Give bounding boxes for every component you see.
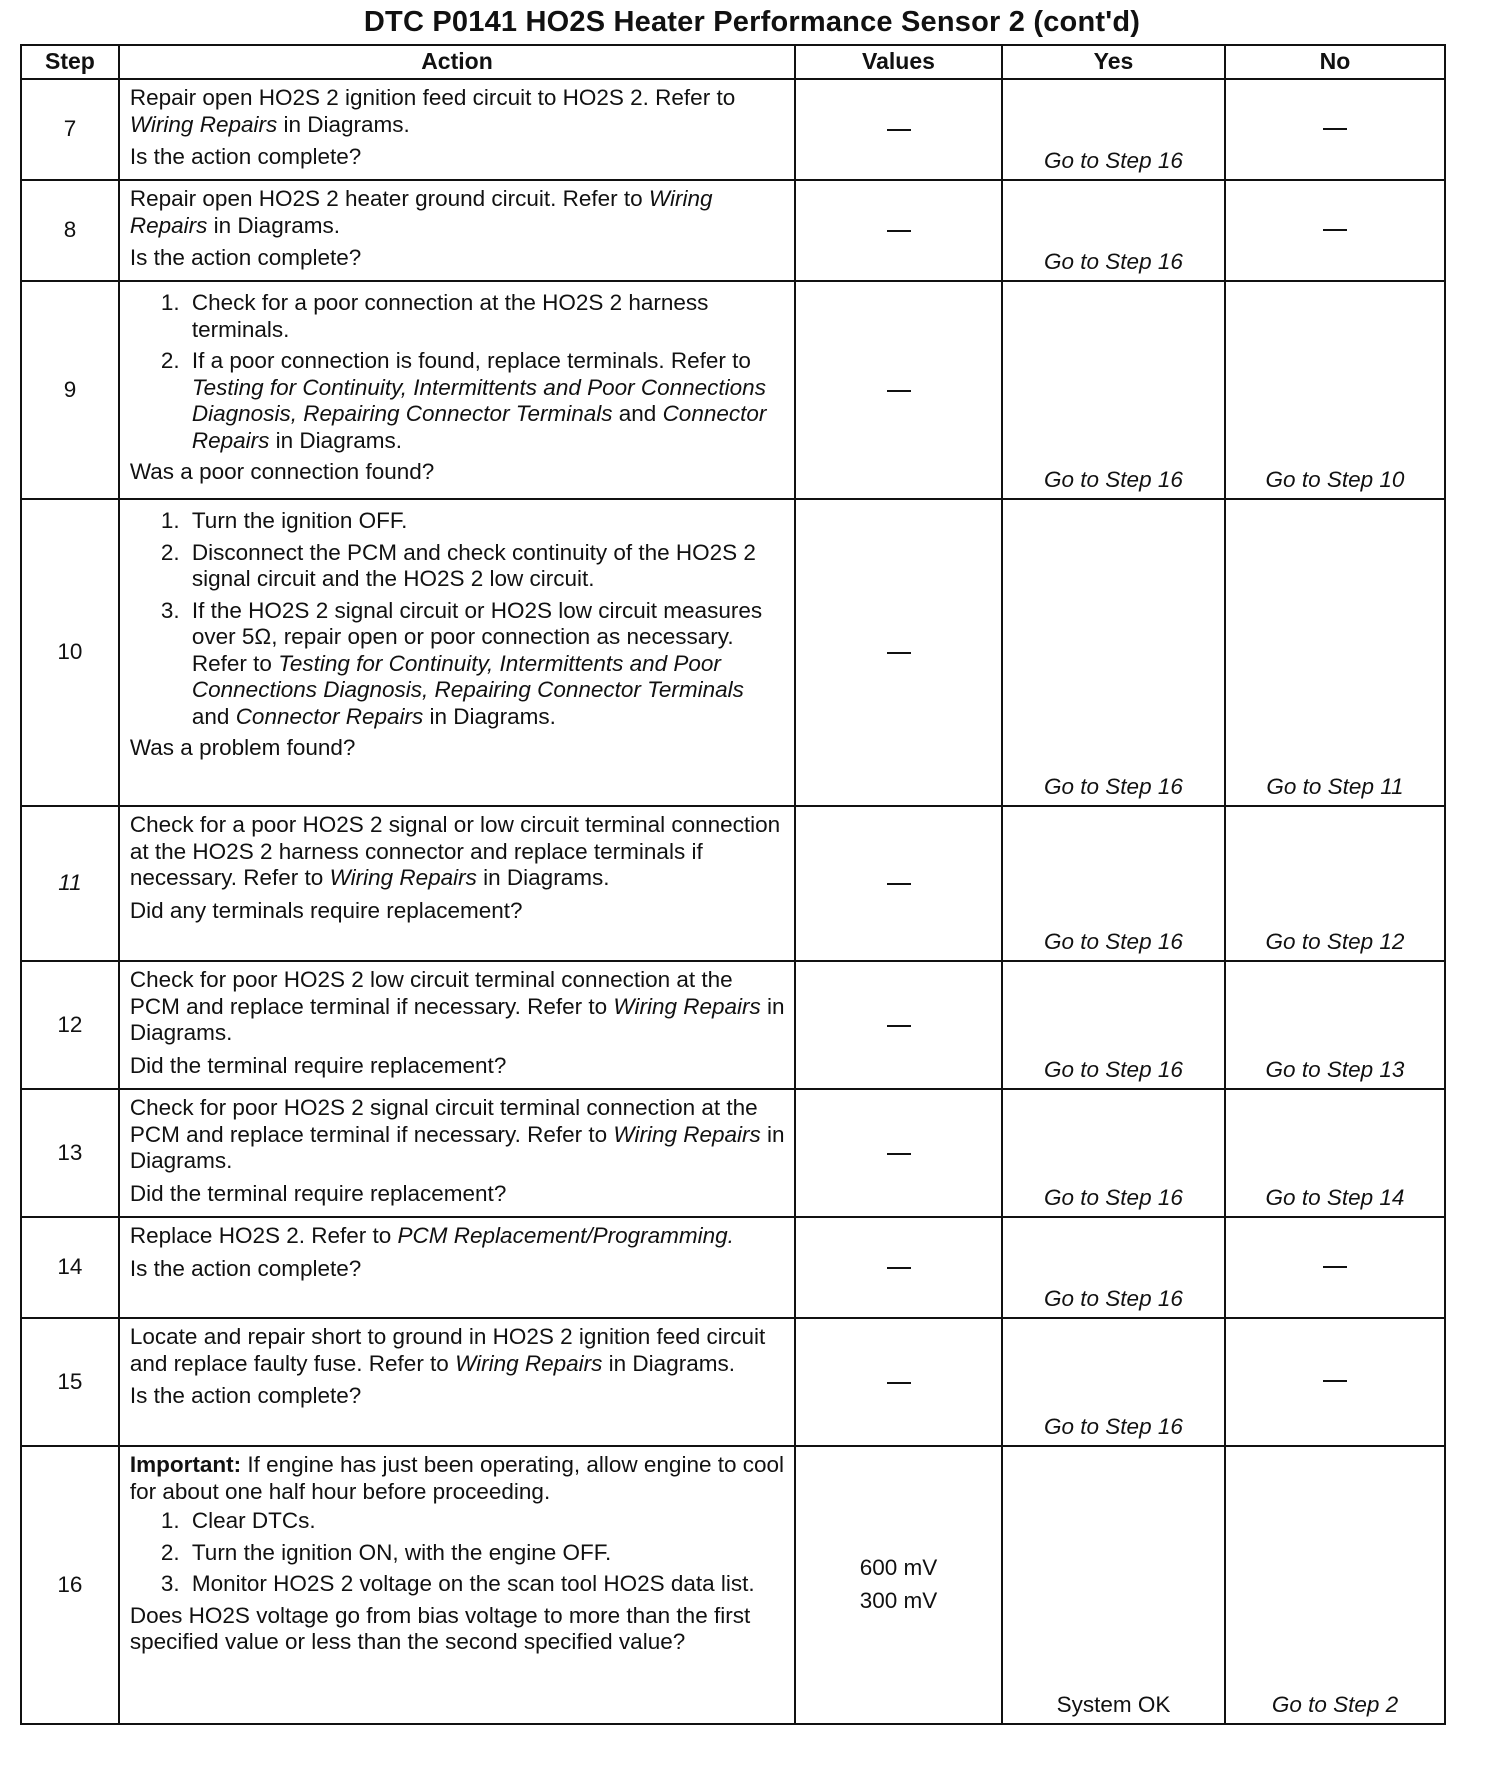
important-note: Important: If engine has just been operating, allow engine to cool for about one half hour before proceeding. bbox=[129, 1452, 785, 1504]
reference-link: Wiring Repairs bbox=[455, 1350, 603, 1376]
list-item: 3. Monitor HO2S 2 voltage on the scan tool HO2S data list. bbox=[186, 1571, 786, 1598]
action-question: Was a poor connection found? bbox=[129, 459, 435, 485]
list-item: 3. If the HO2S 2 signal circuit or HO2S low circuit measures over 5Ω, repair open or poor connection as necessary. Refer to Testing for Continuity, Intermittents and Poor Connections Diagnosis, Repairing Connector Terminals and Connector Repairs in Diagrams. bbox=[186, 598, 786, 731]
no-cell bbox=[1225, 1217, 1445, 1318]
list-item: 2. If a poor connection is found, replace terminals. Refer to Testing for Continuity, Intermittents and Poor Connections Diagnosis, Repairing Connector Terminals and Connector Repairs in Diagrams. bbox=[186, 348, 786, 454]
table-row bbox=[21, 1446, 1445, 1724]
step-number: 10 bbox=[21, 499, 119, 806]
dash-mark bbox=[1323, 128, 1347, 130]
action-cell bbox=[119, 281, 795, 499]
instruction-list bbox=[130, 508, 786, 730]
dash-mark bbox=[1323, 1380, 1347, 1382]
table-header-row bbox=[21, 45, 1445, 79]
diagnostic-table bbox=[20, 44, 1446, 1725]
reference-link: Wiring Repairs bbox=[329, 865, 477, 891]
yes-cell: Go to Step 16 bbox=[1002, 1217, 1225, 1318]
action-text: Check for poor HO2S 2 signal circuit terminal connection at the PCM and replace terminal if necessary. Refer to Wiring Repairs in Diagrams. bbox=[129, 1095, 785, 1174]
dash-mark bbox=[887, 1267, 911, 1269]
step-number: 15 bbox=[21, 1318, 119, 1446]
reference-link: Testing for Continuity, Intermittents and Poor Connections Diagnosis, Repairing Connector Terminals bbox=[191, 650, 744, 703]
table-row bbox=[21, 1318, 1445, 1446]
reference-link: Testing for Continuity, Intermittents and Poor Connections Diagnosis, Repairing Connector Terminals bbox=[191, 374, 766, 427]
table-row bbox=[21, 180, 1445, 281]
table-row bbox=[21, 79, 1445, 180]
action-question: Did the terminal require replacement? bbox=[129, 1052, 507, 1078]
action-question: Is the action complete? bbox=[129, 1383, 362, 1409]
reference-link: Connector Repairs bbox=[235, 703, 424, 729]
dash-mark bbox=[887, 390, 911, 392]
yes-cell: Go to Step 16 bbox=[1002, 499, 1225, 806]
action-text: Check for poor HO2S 2 low circuit terminal connection at the PCM and replace terminal if necessary. Refer to Wiring Repairs in Diagrams. bbox=[129, 967, 785, 1046]
values-cell bbox=[795, 79, 1002, 180]
reference-link: Connector Repairs bbox=[191, 401, 767, 453]
action-question: Did any terminals require replacement? bbox=[129, 897, 523, 923]
no-cell: Go to Step 11 bbox=[1225, 499, 1445, 806]
action-text: Locate and repair short to ground in HO2S 2 ignition feed circuit and replace faulty fuse. Refer to Wiring Repairs in Diagrams. bbox=[129, 1324, 766, 1376]
no-cell: Go to Step 13 bbox=[1225, 961, 1445, 1089]
list-item: 1. Check for a poor connection at the HO2S 2 harness terminals. bbox=[186, 290, 786, 343]
table-row bbox=[21, 281, 1445, 499]
action-question: Is the action complete? bbox=[129, 144, 362, 170]
no-cell bbox=[1225, 180, 1445, 281]
action-question: Is the action complete? bbox=[129, 245, 362, 271]
header-values: Values bbox=[795, 45, 1002, 79]
action-cell bbox=[119, 1318, 795, 1446]
step-number: 14 bbox=[21, 1217, 119, 1318]
values-cell bbox=[795, 961, 1002, 1089]
dash-mark bbox=[1323, 1266, 1347, 1268]
dash-mark bbox=[1323, 229, 1347, 231]
action-question: Does HO2S voltage go from bias voltage to more than the first specified value or less than the second specified value? bbox=[129, 1602, 751, 1655]
table-row bbox=[21, 806, 1445, 961]
no-cell bbox=[1225, 79, 1445, 180]
table-row bbox=[21, 1089, 1445, 1217]
instruction-list bbox=[130, 290, 786, 454]
yes-cell: Go to Step 16 bbox=[1002, 281, 1225, 499]
value-high: 600 mV bbox=[859, 1555, 938, 1581]
action-text: Replace HO2S 2. Refer to PCM Replacement/Programming. bbox=[129, 1223, 734, 1248]
action-text: Check for a poor HO2S 2 signal or low circuit terminal connection at the HO2S 2 harness connector and replace terminals if necessary. Refer to Wiring Repairs in Diagrams. bbox=[129, 812, 781, 891]
header-no: No bbox=[1225, 45, 1445, 79]
action-cell bbox=[119, 1446, 795, 1724]
yes-cell: Go to Step 16 bbox=[1002, 79, 1225, 180]
header-yes: Yes bbox=[1002, 45, 1225, 79]
action-cell bbox=[119, 180, 795, 281]
yes-cell: Go to Step 16 bbox=[1002, 806, 1225, 961]
reference-link: PCM Replacement/Programming. bbox=[397, 1223, 734, 1248]
step-number: 8 bbox=[21, 180, 119, 281]
dash-mark bbox=[887, 230, 911, 232]
list-item: 2. Disconnect the PCM and check continuity of the HO2S 2 signal circuit and the HO2S 2 low circuit. bbox=[186, 540, 786, 593]
dash-mark bbox=[887, 883, 911, 885]
table-row bbox=[21, 961, 1445, 1089]
list-item: 1. Clear DTCs. bbox=[186, 1508, 786, 1535]
yes-cell: Go to Step 16 bbox=[1002, 180, 1225, 281]
action-cell bbox=[119, 79, 795, 180]
value-low: 300 mV bbox=[859, 1588, 938, 1613]
important-label: Important: bbox=[129, 1452, 242, 1477]
dash-mark bbox=[887, 652, 911, 654]
list-item: 1. Turn the ignition OFF. bbox=[186, 508, 786, 535]
dash-mark bbox=[887, 1025, 911, 1027]
reference-link: Wiring Repairs bbox=[129, 111, 278, 137]
yes-cell: Go to Step 16 bbox=[1002, 1089, 1225, 1217]
step-number: 11 bbox=[21, 806, 119, 961]
action-cell bbox=[119, 961, 795, 1089]
action-text: Repair open HO2S 2 heater ground circuit. Refer to Wiring Repairs in Diagrams. bbox=[129, 186, 713, 238]
no-cell: Go to Step 12 bbox=[1225, 806, 1445, 961]
list-item: 2. Turn the ignition ON, with the engine OFF. bbox=[186, 1540, 786, 1567]
yes-cell: Go to Step 16 bbox=[1002, 1318, 1225, 1446]
values-cell bbox=[795, 1217, 1002, 1318]
values-cell bbox=[795, 180, 1002, 281]
action-text: Repair open HO2S 2 ignition feed circuit to HO2S 2. Refer to Wiring Repairs in Diagrams. bbox=[129, 85, 736, 137]
dash-mark bbox=[887, 129, 911, 131]
step-number: 7 bbox=[21, 79, 119, 180]
yes-cell: Go to Step 16 bbox=[1002, 961, 1225, 1089]
dash-mark bbox=[887, 1153, 911, 1155]
values-cell bbox=[795, 806, 1002, 961]
step-number: 9 bbox=[21, 281, 119, 499]
action-question: Did the terminal require replacement? bbox=[129, 1180, 507, 1206]
yes-cell: System OK bbox=[1002, 1446, 1225, 1724]
action-cell bbox=[119, 1089, 795, 1217]
dash-mark bbox=[887, 1382, 911, 1384]
instruction-list bbox=[130, 1508, 786, 1598]
table-row bbox=[21, 1217, 1445, 1318]
action-question: Is the action complete? bbox=[129, 1255, 362, 1281]
no-cell: Go to Step 14 bbox=[1225, 1089, 1445, 1217]
values-cell bbox=[795, 1446, 1002, 1724]
header-action: Action bbox=[119, 45, 795, 79]
values-cell bbox=[795, 1089, 1002, 1217]
table-row bbox=[21, 499, 1445, 806]
no-cell: Go to Step 2 bbox=[1225, 1446, 1445, 1724]
values-cell bbox=[795, 1318, 1002, 1446]
no-cell: Go to Step 10 bbox=[1225, 281, 1445, 499]
no-cell bbox=[1225, 1318, 1445, 1446]
step-number: 12 bbox=[21, 961, 119, 1089]
values-cell bbox=[795, 499, 1002, 806]
action-question: Was a problem found? bbox=[129, 735, 356, 761]
action-cell bbox=[119, 499, 795, 806]
step-number: 13 bbox=[21, 1089, 119, 1217]
step-number: 16 bbox=[21, 1446, 119, 1724]
header-step: Step bbox=[21, 45, 119, 79]
reference-link: Wiring Repairs bbox=[613, 1121, 761, 1147]
values-cell bbox=[795, 281, 1002, 499]
reference-link: Wiring Repairs bbox=[613, 993, 761, 1019]
action-cell bbox=[119, 806, 795, 961]
page-title: DTC P0141 HO2S Heater Performance Sensor 2 (cont'd) bbox=[363, 6, 1141, 38]
action-cell bbox=[119, 1217, 795, 1318]
reference-link: Wiring Repairs bbox=[129, 186, 713, 238]
